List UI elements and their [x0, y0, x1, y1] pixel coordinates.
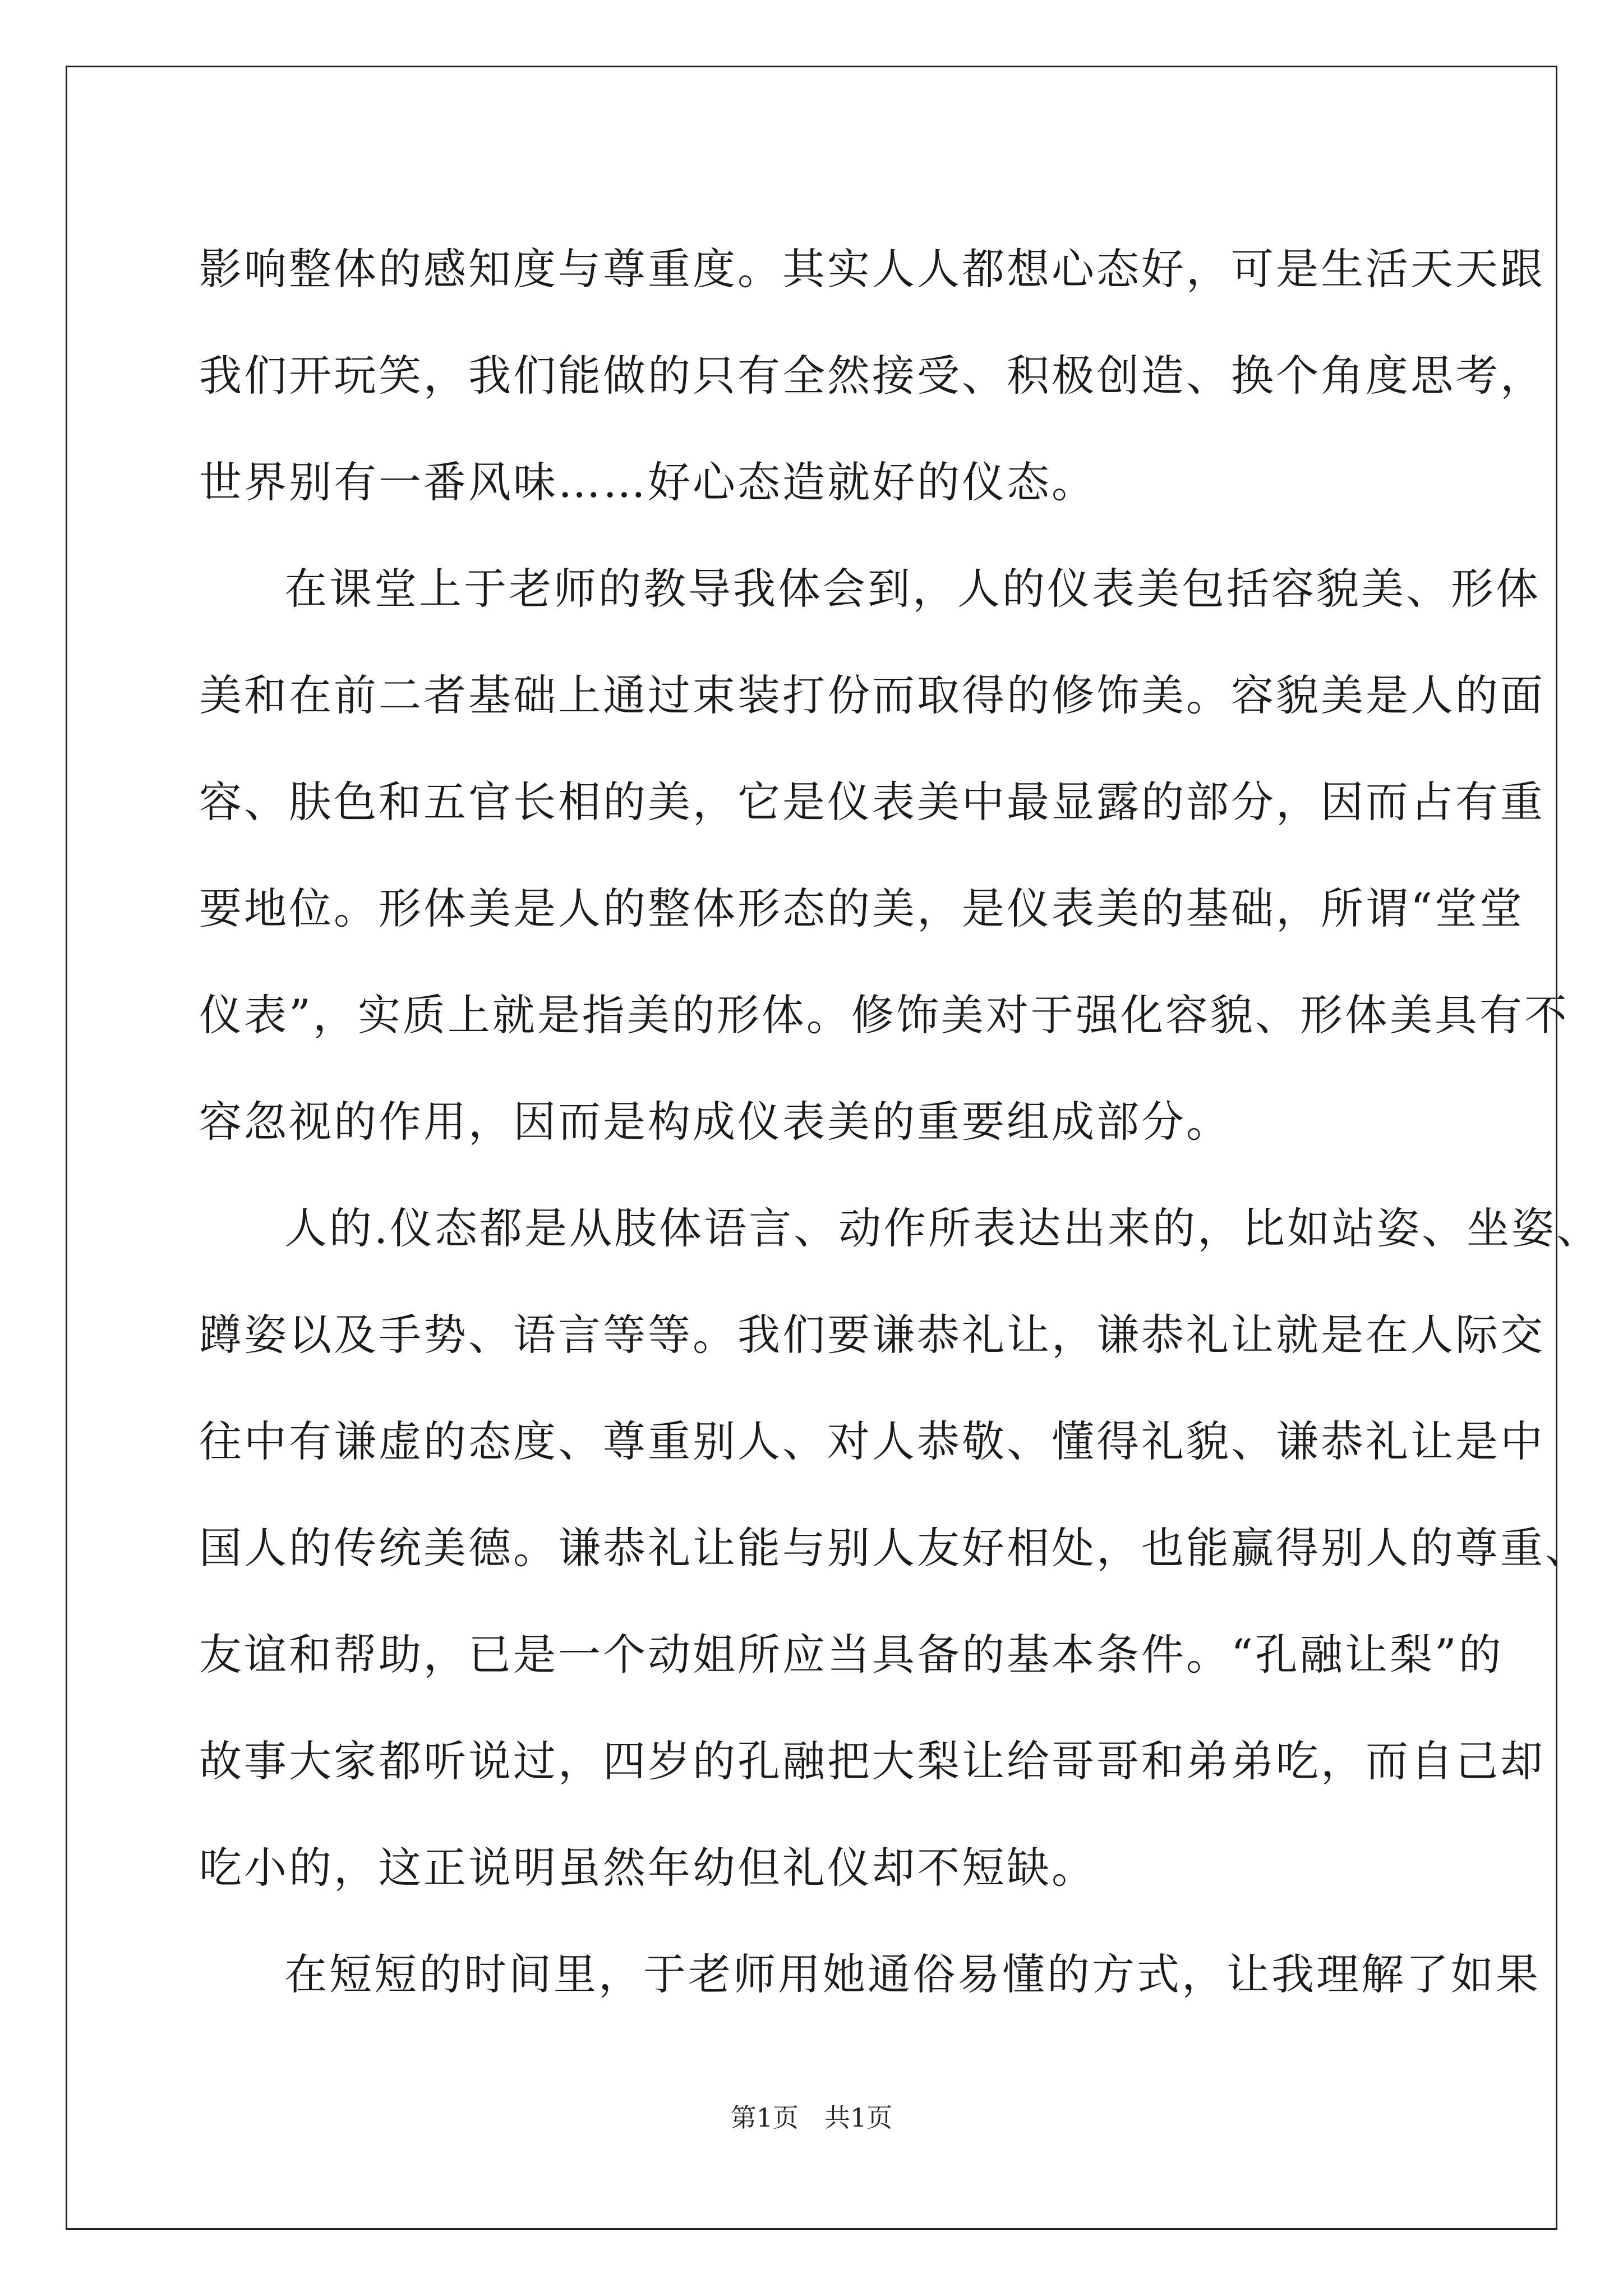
text-line: 人的.仪态都是从肢体语言、动作所表达出来的，比如站姿、坐姿、: [284, 1203, 1602, 1253]
paragraph-4: [199, 1921, 1541, 2028]
page-footer: 第1页 共1页: [730, 2102, 893, 2133]
text-line: 友谊和帮助，已是一个动姐所应当具备的基本条件。“孔融让梨”的: [199, 1630, 1504, 1680]
text-line: 容、肤色和五官长相的美，它是仪表美中最显露的部分，因而占有重: [199, 777, 1545, 827]
text-line: 故事大家都听说过，四岁的孔融把大梨让给哥哥和弟弟吃，而自己却: [199, 1736, 1545, 1786]
text-line: 国人的传统美德。谦恭礼让能与别人友好相处，也能赢得别人的尊重、: [199, 1523, 1590, 1573]
paragraph-1: [199, 216, 1545, 536]
text-line: 我们开玩笑，我们能做的只有全然接受、积极创造、换个角度思考，: [199, 351, 1545, 401]
text-line: 影响整体的感知度与尊重度。其实人人都想心态好，可是生活天天跟: [199, 244, 1545, 294]
text-line: 仪表”，实质上就是指美的形体。修饰美对于强化容貌、形体美具有不: [199, 990, 1569, 1040]
text-line: 在课堂上于老师的教导我体会到，人的仪表美包括容貌美、形体: [284, 564, 1541, 614]
text-line: 容忽视的作用，因而是构成仪表美的重要组成部分。: [199, 1097, 1231, 1147]
text-line: 往中有谦虚的态度、尊重别人、对人恭敬、懂得礼貌、谦恭礼让是中: [199, 1416, 1545, 1466]
text-line: 要地位。形体美是人的整体形态的美，是仪表美的基础，所谓“堂堂: [199, 884, 1524, 933]
text-line: 美和在前二者基础上通过束装打份而取得的修饰美。容貌美是人的面: [199, 670, 1545, 720]
text-line: 世界别有一番风味……好心态造就好的仪态。: [199, 457, 1096, 507]
paragraph-2: [199, 536, 1569, 1175]
paragraph-3: [199, 1175, 1602, 1921]
document-body: [199, 216, 1602, 2028]
text-line: 吃小的，这正说明虽然年幼但礼仪却不短缺。: [199, 1843, 1096, 1893]
text-line: 蹲姿以及手势、语言等等。我们要谦恭礼让，谦恭礼让就是在人际交: [199, 1310, 1545, 1360]
text-line: 在短短的时间里，于老师用她通俗易懂的方式，让我理解了如果: [284, 1949, 1541, 1999]
